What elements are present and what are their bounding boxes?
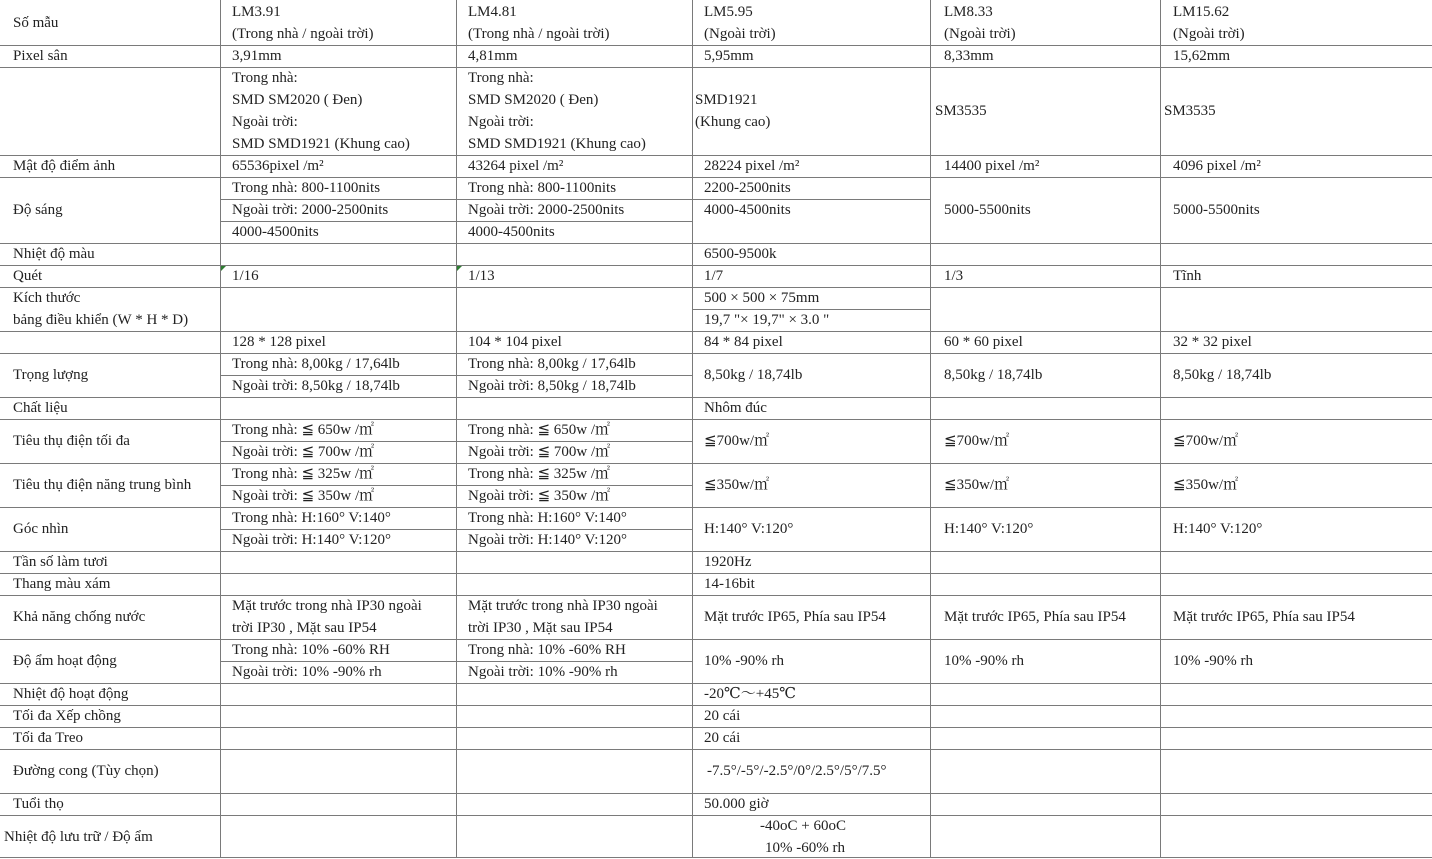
cell-value: 65536pixel /m² [232,158,324,174]
cell-value: Trong nhà: 8,00kg / 17,64lb [468,356,636,372]
row-label-viewing-angle: Góc nhìn [13,521,69,537]
model-name: LM3.91 [232,4,281,20]
row-label-panel-size: bảng điều khiển (W * H * D) [13,312,189,328]
grid-line [1160,0,1161,858]
cell-value: 84 * 84 pixel [704,334,783,350]
row-label-grayscale: Thang màu xám [13,576,111,592]
cell-value: ≦700w/㎡ [1173,433,1239,449]
row-label-refresh: Tần số làm tươi [13,554,108,570]
grid-line [0,507,1432,508]
model-name: LM8.33 [944,4,993,20]
grid-line [0,639,1432,640]
cell-value: Trong nhà: H:160° V:140° [232,510,391,526]
row-label-max-power: Tiêu thụ điện tối đa [13,433,130,449]
cell-value: 128 * 128 pixel [232,334,326,350]
cell-value: Trong nhà: 800-1100nits [468,180,617,196]
cell-value: 4096 pixel /m² [1173,158,1261,174]
cell-value: 10% -90% rh [1173,653,1253,669]
cell-value: Mặt trước IP65, Phía sau IP54 [704,609,886,625]
cell-value: 8,50kg / 18,74lb [944,367,1043,383]
cell-value: 5000-5500nits [1173,202,1260,218]
cell-value: 4000-4500nits [232,224,319,240]
cell-value: Mặt trước trong nhà IP30 ngoài [468,598,658,614]
cell-value: 1/13 [468,268,495,284]
row-label-humidity: Độ ẩm hoạt động [13,653,117,669]
cell-value: 8,33mm [944,48,994,64]
cell-value: 10% -60% rh [765,840,845,856]
cell-value: Ngoài trời: ≦ 350w /㎡ [232,488,375,504]
row-label-op-temp: Nhiệt độ hoạt động [13,686,129,702]
cell-value: Ngoài trời: ≦ 700w /㎡ [232,444,375,460]
cell-value: 19,7 "× 19,7" × 3.0 " [704,312,830,328]
cell-value: SM3535 [935,103,987,119]
row-label-avg-power: Tiêu thụ điện năng trung bình [13,477,192,493]
cell-value: ≦700w/㎡ [944,433,1010,449]
cell-value: Ngoài trời: 10% -90% rh [468,664,618,680]
cell-value: Ngoài trời: 8,50kg / 18,74lb [232,378,400,394]
cell-value: Trong nhà: [232,70,298,86]
cell-value: 1/16 [232,268,259,284]
row-label-brightness: Độ sáng [13,202,63,218]
cell-value: 1920Hz [704,554,752,570]
row-label-color-temp: Nhiệt độ màu [13,246,95,262]
cell-value: -20℃～+45℃ [704,686,797,702]
cell-value: 28224 pixel /m² [704,158,800,174]
cell-value: 20 cái [704,730,741,746]
cell-value: Ngoài trời: ≦ 350w /㎡ [468,488,611,504]
cell-value: H:140° V:120° [704,521,794,537]
cell-value: 15,62mm [1173,48,1231,64]
grid-line [0,353,1432,354]
row-label-lifetime: Tuổi thọ [13,796,64,812]
cell-value: 20 cái [704,708,741,724]
cell-value: Ngoài trời: H:140° V:120° [468,532,627,548]
cell-value: SM3535 [1164,103,1216,119]
cell-value: Trong nhà: [468,70,534,86]
cell-value: Mặt trước trong nhà IP30 ngoài [232,598,422,614]
cell-value: 50.000 giờ [704,796,769,812]
cell-value: ≦700w/㎡ [704,433,770,449]
cell-value: 3,91mm [232,48,282,64]
cell-value: Ngoài trời: [468,114,534,130]
cell-value: ≦350w/㎡ [1173,477,1239,493]
cell-value: 6500-9500k [704,246,777,262]
grid-line [0,815,1432,816]
grid-line [456,0,457,858]
row-label-scan: Quét [13,268,43,284]
model-env: (Trong nhà / ngoài trời) [468,26,610,42]
model-env: (Ngoài trời) [704,26,776,42]
cell-value: -7.5°/-5°/-2.5°/0°/2.5°/5°/7.5° [707,763,887,779]
model-name: LM4.81 [468,4,517,20]
grid-line [0,463,1432,464]
cell-value: Ngoài trời: [232,114,298,130]
grid-line [0,857,1432,858]
cell-value: Ngoài trời: 8,50kg / 18,74lb [468,378,636,394]
cell-value: 8,50kg / 18,74lb [704,367,803,383]
cell-value: 500 × 500 × 75mm [704,290,820,306]
cell-comment-marker [457,266,462,271]
cell-value: -40oC + 60oC [760,818,846,834]
cell-value: Tĩnh [1173,268,1202,284]
cell-value: SMD SMD1921 (Khung cao) [232,136,410,152]
cell-value: 43264 pixel /m² [468,158,564,174]
header-label: Số mẫu [13,15,59,31]
grid-line [930,0,931,858]
grid-line [0,595,1432,596]
cell-value: SMD1921 [695,92,758,108]
cell-value: 8,50kg / 18,74lb [1173,367,1272,383]
cell-value: H:140° V:120° [1173,521,1263,537]
cell-comment-marker [221,266,226,271]
cell-value: (Khung cao) [695,114,771,130]
cell-value: 14400 pixel /m² [944,158,1040,174]
cell-value: Trong nhà: 800-1100nits [232,180,381,196]
model-name: LM15.62 [1173,4,1230,20]
cell-value: 2200-2500nits [704,180,791,196]
cell-value: 32 * 32 pixel [1173,334,1252,350]
cell-value: H:140° V:120° [944,521,1034,537]
model-env: (Ngoài trời) [944,26,1016,42]
row-label-waterproof: Khả năng chống nước [13,609,146,625]
cell-value: Trong nhà: ≦ 325w /㎡ [468,466,611,482]
cell-value: trời IP30 , Mặt sau IP54 [232,620,377,636]
cell-value: Ngoài trời: ≦ 700w /㎡ [468,444,611,460]
cell-value: Ngoài trời: H:140° V:120° [232,532,391,548]
cell-value: 4,81mm [468,48,518,64]
cell-value: Ngoài trời: 2000-2500nits [468,202,625,218]
row-label-panel-size: Kích thước [13,290,81,306]
grid-line [0,419,1432,420]
row-label-weight: Trọng lượng [13,367,89,383]
row-label-density: Mật độ điểm ảnh [13,158,116,174]
grid-line [0,67,1432,68]
cell-value: Mặt trước IP65, Phía sau IP54 [944,609,1126,625]
cell-value: Trong nhà: ≦ 650w /㎡ [232,422,375,438]
row-label-material: Chất liệu [13,400,68,416]
cell-value: SMD SM2020 ( Đen) [468,92,599,108]
cell-value: trời IP30 , Mặt sau IP54 [468,620,613,636]
cell-value: 104 * 104 pixel [468,334,562,350]
grid-line [692,0,693,858]
cell-value: Ngoài trời: 10% -90% rh [232,664,382,680]
row-label-curve: Đường cong (Tùy chọn) [13,763,159,779]
cell-value: Trong nhà: 10% -60% RH [232,642,390,658]
row-label-max-stack: Tối đa Xếp chồng [13,708,121,724]
row-label-storage: Nhiệt độ lưu trữ / Độ ẩm [4,829,153,845]
cell-value: Trong nhà: 10% -60% RH [468,642,626,658]
row-label-max-hang: Tối đa Treo [13,730,84,746]
grid-line [0,749,1432,750]
cell-value: Trong nhà: ≦ 650w /㎡ [468,422,611,438]
cell-value: 5000-5500nits [944,202,1031,218]
cell-value: 1/7 [704,268,724,284]
cell-value: SMD SMD1921 (Khung cao) [468,136,646,152]
cell-value: Mặt trước IP65, Phía sau IP54 [1173,609,1355,625]
cell-value: Trong nhà: H:160° V:140° [468,510,627,526]
row-label-pitch: Pixel sân [13,48,68,64]
cell-value: ≦350w/㎡ [944,477,1010,493]
model-name: LM5.95 [704,4,753,20]
cell-value: 4000-4500nits [704,202,791,218]
cell-value: 60 * 60 pixel [944,334,1023,350]
cell-value: Trong nhà: 8,00kg / 17,64lb [232,356,400,372]
cell-value: Trong nhà: ≦ 325w /㎡ [232,466,375,482]
cell-value: 5,95mm [704,48,754,64]
cell-value: 14-16bit [704,576,755,592]
model-env: (Trong nhà / ngoài trời) [232,26,374,42]
cell-value: Ngoài trời: 2000-2500nits [232,202,389,218]
cell-value: Nhôm đúc [704,400,767,416]
cell-value: 10% -90% rh [704,653,784,669]
cell-value: 4000-4500nits [468,224,555,240]
cell-value: 1/3 [944,268,964,284]
cell-value: ≦350w/㎡ [704,477,770,493]
cell-value: 10% -90% rh [944,653,1024,669]
model-env: (Ngoài trời) [1173,26,1245,42]
grid-line [220,0,221,858]
cell-value: SMD SM2020 ( Đen) [232,92,363,108]
